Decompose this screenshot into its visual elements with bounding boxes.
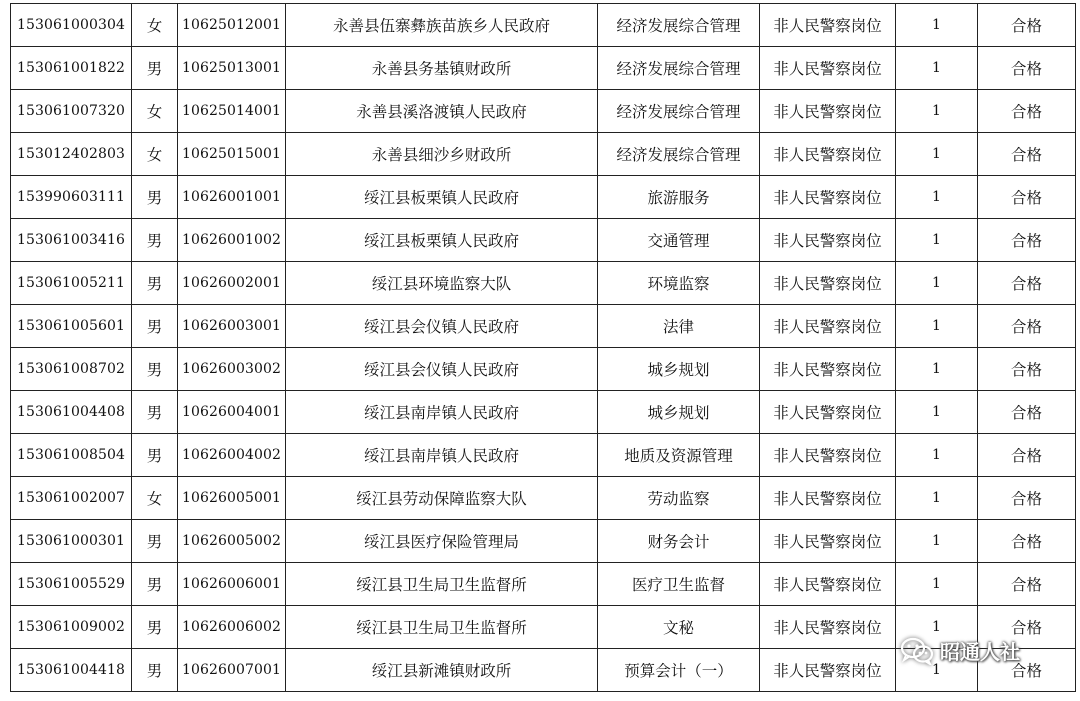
cell-result: 合格 bbox=[978, 133, 1076, 176]
cell-candidate-id: 153061005601 bbox=[11, 305, 132, 348]
cell-quantity: 1 bbox=[896, 391, 978, 434]
cell-result: 合格 bbox=[978, 434, 1076, 477]
cell-position-name: 预算会计（一） bbox=[598, 649, 760, 692]
cell-gender: 男 bbox=[132, 434, 178, 477]
cell-position-name: 法律 bbox=[598, 305, 760, 348]
cell-result: 合格 bbox=[978, 4, 1076, 47]
cell-position-type: 非人民警察岗位 bbox=[760, 477, 896, 520]
cell-result: 合格 bbox=[978, 176, 1076, 219]
cell-position-type: 非人民警察岗位 bbox=[760, 262, 896, 305]
cell-position-name: 旅游服务 bbox=[598, 176, 760, 219]
cell-position-name: 医疗卫生监督 bbox=[598, 563, 760, 606]
cell-result: 合格 bbox=[978, 477, 1076, 520]
cell-candidate-id: 153012402803 bbox=[11, 133, 132, 176]
cell-employer: 永善县溪洛渡镇人民政府 bbox=[286, 90, 598, 133]
cell-employer: 绥江县南岸镇人民政府 bbox=[286, 391, 598, 434]
cell-employer: 绥江县板栗镇人民政府 bbox=[286, 176, 598, 219]
cell-position-code: 10625015001 bbox=[178, 133, 286, 176]
table-row bbox=[11, 434, 1076, 477]
cell-position-type: 非人民警察岗位 bbox=[760, 649, 896, 692]
cell-gender: 女 bbox=[132, 477, 178, 520]
cell-position-type: 非人民警察岗位 bbox=[760, 434, 896, 477]
cell-candidate-id: 153061000301 bbox=[11, 520, 132, 563]
cell-gender: 女 bbox=[132, 4, 178, 47]
cell-position-name: 经济发展综合管理 bbox=[598, 133, 760, 176]
cell-quantity: 1 bbox=[896, 606, 978, 649]
cell-position-type: 非人民警察岗位 bbox=[760, 520, 896, 563]
cell-quantity: 1 bbox=[896, 176, 978, 219]
table-row bbox=[11, 4, 1076, 47]
cell-candidate-id: 153990603111 bbox=[11, 176, 132, 219]
cell-position-code: 10626003002 bbox=[178, 348, 286, 391]
cell-position-name: 劳动监察 bbox=[598, 477, 760, 520]
cell-position-type: 非人民警察岗位 bbox=[760, 47, 896, 90]
cell-candidate-id: 153061008504 bbox=[11, 434, 132, 477]
cell-position-code: 10626001001 bbox=[178, 176, 286, 219]
cell-position-code: 10626005001 bbox=[178, 477, 286, 520]
cell-quantity: 1 bbox=[896, 649, 978, 692]
cell-candidate-id: 153061009002 bbox=[11, 606, 132, 649]
cell-result: 合格 bbox=[978, 47, 1076, 90]
table-row bbox=[11, 176, 1076, 219]
table-row bbox=[11, 391, 1076, 434]
cell-candidate-id: 153061008702 bbox=[11, 348, 132, 391]
cell-employer: 绥江县劳动保障监察大队 bbox=[286, 477, 598, 520]
cell-result: 合格 bbox=[978, 563, 1076, 606]
cell-position-name: 经济发展综合管理 bbox=[598, 90, 760, 133]
cell-employer: 绥江县新滩镇财政所 bbox=[286, 649, 598, 692]
cell-position-type: 非人民警察岗位 bbox=[760, 348, 896, 391]
cell-candidate-id: 153061003416 bbox=[11, 219, 132, 262]
cell-employer: 绥江县卫生局卫生监督所 bbox=[286, 606, 598, 649]
cell-position-code: 10626002001 bbox=[178, 262, 286, 305]
cell-candidate-id: 153061002007 bbox=[11, 477, 132, 520]
cell-employer: 绥江县卫生局卫生监督所 bbox=[286, 563, 598, 606]
cell-gender: 男 bbox=[132, 176, 178, 219]
cell-position-code: 10625014001 bbox=[178, 90, 286, 133]
results-table-container bbox=[10, 3, 1076, 692]
cell-quantity: 1 bbox=[896, 47, 978, 90]
cell-result: 合格 bbox=[978, 520, 1076, 563]
table-row bbox=[11, 90, 1076, 133]
cell-candidate-id: 153061004418 bbox=[11, 649, 132, 692]
cell-result: 合格 bbox=[978, 305, 1076, 348]
cell-quantity: 1 bbox=[896, 434, 978, 477]
cell-result: 合格 bbox=[978, 262, 1076, 305]
cell-position-code: 10626003001 bbox=[178, 305, 286, 348]
cell-quantity: 1 bbox=[896, 219, 978, 262]
cell-candidate-id: 153061004408 bbox=[11, 391, 132, 434]
cell-employer: 绥江县板栗镇人民政府 bbox=[286, 219, 598, 262]
cell-gender: 男 bbox=[132, 563, 178, 606]
cell-employer: 绥江县会仪镇人民政府 bbox=[286, 348, 598, 391]
cell-candidate-id: 153061005211 bbox=[11, 262, 132, 305]
table-row bbox=[11, 477, 1076, 520]
cell-position-name: 交通管理 bbox=[598, 219, 760, 262]
cell-position-code: 10625013001 bbox=[178, 47, 286, 90]
cell-candidate-id: 153061007320 bbox=[11, 90, 132, 133]
cell-position-type: 非人民警察岗位 bbox=[760, 90, 896, 133]
cell-position-code: 10626001002 bbox=[178, 219, 286, 262]
cell-position-code: 10626004001 bbox=[178, 391, 286, 434]
cell-gender: 女 bbox=[132, 133, 178, 176]
cell-result: 合格 bbox=[978, 219, 1076, 262]
cell-position-type: 非人民警察岗位 bbox=[760, 4, 896, 47]
cell-gender: 男 bbox=[132, 520, 178, 563]
cell-position-code: 10626004002 bbox=[178, 434, 286, 477]
cell-position-type: 非人民警察岗位 bbox=[760, 219, 896, 262]
cell-result: 合格 bbox=[978, 606, 1076, 649]
cell-gender: 男 bbox=[132, 219, 178, 262]
cell-position-code: 10626006002 bbox=[178, 606, 286, 649]
cell-position-code: 10625012001 bbox=[178, 4, 286, 47]
cell-position-name: 城乡规划 bbox=[598, 391, 760, 434]
cell-candidate-id: 153061000304 bbox=[11, 4, 132, 47]
cell-employer: 永善县伍寨彝族苗族乡人民政府 bbox=[286, 4, 598, 47]
cell-quantity: 1 bbox=[896, 262, 978, 305]
table-row bbox=[11, 520, 1076, 563]
cell-gender: 男 bbox=[132, 305, 178, 348]
cell-candidate-id: 153061001822 bbox=[11, 47, 132, 90]
cell-result: 合格 bbox=[978, 391, 1076, 434]
table-row bbox=[11, 219, 1076, 262]
cell-position-name: 地质及资源管理 bbox=[598, 434, 760, 477]
cell-result: 合格 bbox=[978, 649, 1076, 692]
cell-gender: 男 bbox=[132, 47, 178, 90]
cell-position-name: 经济发展综合管理 bbox=[598, 4, 760, 47]
table-row bbox=[11, 47, 1076, 90]
cell-position-name: 经济发展综合管理 bbox=[598, 47, 760, 90]
cell-position-type: 非人民警察岗位 bbox=[760, 176, 896, 219]
table-row bbox=[11, 133, 1076, 176]
cell-gender: 男 bbox=[132, 606, 178, 649]
cell-position-name: 城乡规划 bbox=[598, 348, 760, 391]
cell-position-name: 文秘 bbox=[598, 606, 760, 649]
cell-position-type: 非人民警察岗位 bbox=[760, 563, 896, 606]
wechat-icon bbox=[900, 637, 934, 665]
cell-quantity: 1 bbox=[896, 90, 978, 133]
table-row bbox=[11, 563, 1076, 606]
cell-position-name: 环境监察 bbox=[598, 262, 760, 305]
cell-position-type: 非人民警察岗位 bbox=[760, 305, 896, 348]
cell-position-code: 10626006001 bbox=[178, 563, 286, 606]
cell-quantity: 1 bbox=[896, 4, 978, 47]
cell-candidate-id: 153061005529 bbox=[11, 563, 132, 606]
cell-position-type: 非人民警察岗位 bbox=[760, 391, 896, 434]
watermark-text: 昭通人社 bbox=[940, 640, 1020, 664]
results-table bbox=[10, 3, 1076, 692]
cell-quantity: 1 bbox=[896, 348, 978, 391]
cell-result: 合格 bbox=[978, 90, 1076, 133]
cell-quantity: 1 bbox=[896, 563, 978, 606]
cell-position-code: 10626007001 bbox=[178, 649, 286, 692]
results-table-body bbox=[11, 4, 1076, 692]
cell-position-name: 财务会计 bbox=[598, 520, 760, 563]
cell-quantity: 1 bbox=[896, 133, 978, 176]
cell-employer: 绥江县南岸镇人民政府 bbox=[286, 434, 598, 477]
cell-employer: 绥江县环境监察大队 bbox=[286, 262, 598, 305]
cell-quantity: 1 bbox=[896, 477, 978, 520]
cell-gender: 男 bbox=[132, 348, 178, 391]
cell-employer: 永善县细沙乡财政所 bbox=[286, 133, 598, 176]
cell-quantity: 1 bbox=[896, 305, 978, 348]
cell-position-type: 非人民警察岗位 bbox=[760, 133, 896, 176]
cell-gender: 男 bbox=[132, 649, 178, 692]
cell-employer: 绥江县医疗保险管理局 bbox=[286, 520, 598, 563]
table-row bbox=[11, 262, 1076, 305]
cell-position-code: 10626005002 bbox=[178, 520, 286, 563]
cell-result: 合格 bbox=[978, 348, 1076, 391]
cell-gender: 女 bbox=[132, 90, 178, 133]
table-row bbox=[11, 348, 1076, 391]
cell-position-type: 非人民警察岗位 bbox=[760, 606, 896, 649]
cell-quantity: 1 bbox=[896, 520, 978, 563]
watermark bbox=[900, 636, 1020, 665]
cell-gender: 男 bbox=[132, 262, 178, 305]
table-row bbox=[11, 305, 1076, 348]
cell-employer: 绥江县会仪镇人民政府 bbox=[286, 305, 598, 348]
cell-employer: 永善县务基镇财政所 bbox=[286, 47, 598, 90]
cell-gender: 男 bbox=[132, 391, 178, 434]
